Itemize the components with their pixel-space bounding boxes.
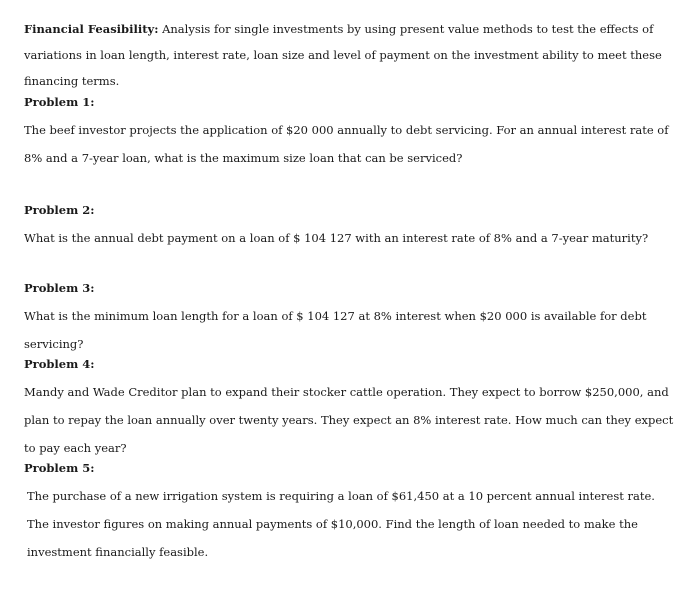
problem-body: The beef investor projects the application of $20 000 annually to debt servicing. For an annual interest rate of 8% and a 7-year loan, what is the maximum size loan that can be serviced? (24, 123, 669, 165)
problem-title: Problem 2: (24, 203, 95, 217)
problem-title: Problem 5: (24, 461, 95, 475)
problem-body: What is the minimum loan length for a loan of $ 104 127 at 8% interest when $20 000 is available for debt servicing? (24, 309, 647, 351)
intro-text: Analysis for single investments by using present value methods to test the effects of variations in loan length, interest rate, loan size and level of payment on the investment ability to meet these financing terms. (24, 22, 662, 88)
problem-1 (24, 94, 680, 172)
problem-3 (24, 280, 680, 358)
problem-body: The purchase of a new irrigation system is requiring a loan of $61,450 at a 10 percent annual interest rate. The investor figures on making annual payments of $10,000. Find the length of loan needed to make the investment financially feasible. (27, 489, 655, 559)
problem-5 (24, 460, 680, 566)
intro-lead: Financial Feasibility: (24, 22, 159, 36)
problem-title: Problem 1: (24, 95, 95, 109)
intro-paragraph (24, 16, 680, 94)
problem-body: Mandy and Wade Creditor plan to expand their stocker cattle operation. They expect to borrow $250,000, and plan to repay the loan annually over twenty years. They expect an 8% interest rate. How much can they expect to pay each year? (24, 385, 674, 455)
problem-2 (24, 202, 680, 252)
problem-title: Problem 4: (24, 357, 95, 371)
problem-title: Problem 3: (24, 281, 95, 295)
problem-4 (24, 356, 680, 462)
problem-body: What is the annual debt payment on a loan of $ 104 127 with an interest rate of 8% and a 7-year maturity? (24, 231, 649, 245)
